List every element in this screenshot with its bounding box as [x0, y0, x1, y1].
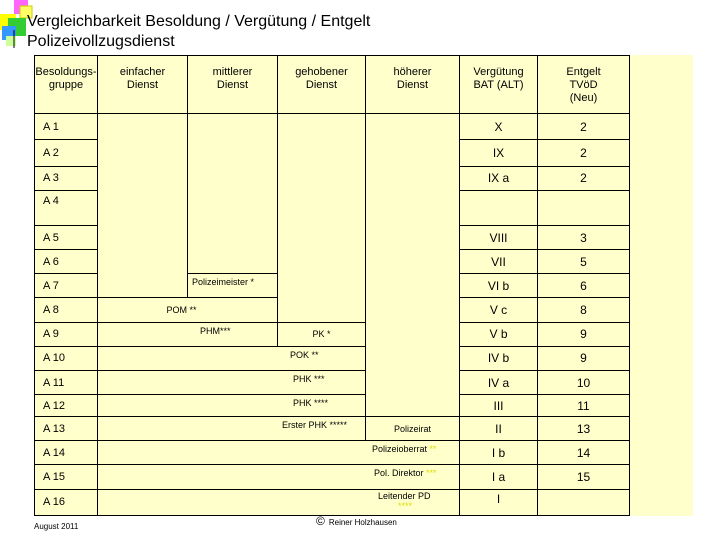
dienst-span-cell: [98, 489, 460, 515]
bat-cell: VII: [460, 250, 538, 274]
rank-pok: POK **: [290, 349, 319, 360]
table-row: [35, 114, 693, 140]
einfacher-mittlerer-gehobener-cell: [98, 346, 366, 370]
einfacher-mittlerer-dienst-cell: [98, 322, 278, 346]
grade-cell: A 5: [35, 226, 98, 250]
table-row: [35, 441, 693, 465]
rank-polizeirat: Polizeirat: [393, 423, 431, 434]
rank-polizeioberrat: Polizeioberrat **: [372, 444, 437, 455]
tvod-cell: 2: [538, 114, 630, 140]
tvod-cell: [538, 489, 630, 515]
rank-phk-4: PHK ****: [293, 398, 329, 409]
einfacher-mittlerer-dienst-cell: [98, 298, 278, 322]
grade-cell: A 6: [35, 250, 98, 274]
table-row: [35, 322, 693, 346]
tvod-cell: 3: [538, 226, 630, 250]
rank-stars: ****: [398, 500, 413, 511]
grade-cell: A 12: [35, 395, 98, 417]
tvod-cell: 10: [538, 370, 630, 394]
bat-cell: [460, 190, 538, 225]
bat-cell: III: [460, 395, 538, 417]
grade-cell: A 16: [35, 489, 98, 515]
grade-cell: A 10: [35, 346, 98, 370]
mittlerer-dienst-cell: [188, 274, 278, 298]
tvod-cell: [538, 190, 630, 225]
header-gehobener-dienst: gehobener Dienst: [278, 56, 366, 114]
einfacher-mittlerer-gehobener-cell: [98, 370, 366, 394]
header-verguetung-bat: Vergütung BAT (ALT): [460, 56, 538, 114]
table-row: [35, 489, 693, 515]
header-mittlerer-dienst: mittlerer Dienst: [188, 56, 278, 114]
tvod-cell: 9: [538, 322, 630, 346]
dienst-span-cell: [98, 441, 460, 465]
rank-phk: PHK ***: [293, 373, 325, 384]
tvod-cell: 13: [538, 417, 630, 441]
bat-cell: IV b: [460, 346, 538, 370]
copyright-icon: ©: [316, 514, 325, 528]
table-row: [35, 417, 693, 441]
table-row: [35, 346, 693, 370]
gehobener-dienst-cell: [278, 322, 366, 346]
tvod-cell: 5: [538, 250, 630, 274]
tvod-cell: 6: [538, 274, 630, 298]
gehobener-dienst-cell: [278, 114, 366, 323]
rank-stars: **: [429, 444, 437, 455]
bat-cell: IX: [460, 140, 538, 166]
grade-cell: A 11: [35, 370, 98, 394]
rank-polizeimeister: Polizeimeister *: [192, 277, 255, 288]
tvod-cell: 14: [538, 441, 630, 465]
table-row: [35, 465, 693, 489]
einfacher-dienst-cell: [98, 114, 188, 298]
bat-cell: IV a: [460, 370, 538, 394]
title-line-2: Polizeivollzugsdienst: [27, 33, 175, 50]
header-entgelt-tvoed: Entgelt TVöD (Neu): [538, 56, 630, 114]
tvod-cell: 11: [538, 395, 630, 417]
einfacher-mittlerer-gehobener-cell: [98, 417, 366, 441]
rank-pol-direktor: Pol. Direktor ***: [374, 468, 437, 479]
bat-cell: II: [460, 417, 538, 441]
comparison-table-container: [34, 55, 692, 516]
rank-erster-phk: Erster PHK *****: [282, 420, 348, 431]
header-besoldungsgruppe: Besoldungs- gruppe: [35, 56, 98, 114]
bat-cell: I: [460, 489, 538, 515]
grade-cell: A 3: [35, 166, 98, 190]
tvod-cell: 9: [538, 346, 630, 370]
grade-cell: A 4: [35, 190, 98, 225]
footer-author: Reiner Holzhausen: [328, 518, 397, 527]
rank-phm: PHM***: [200, 325, 231, 336]
footer-copyright: [316, 514, 397, 528]
grade-cell: A 7: [35, 274, 98, 298]
title-line-1: Vergleichbarkeit Besoldung / Vergütung / Entgelt: [27, 13, 371, 30]
grade-cell: A 1: [35, 114, 98, 140]
page-title: [27, 12, 370, 52]
grade-cell: A 15: [35, 465, 98, 489]
bat-cell: I a: [460, 465, 538, 489]
footer-date: August 2011: [34, 522, 79, 531]
bat-cell: I b: [460, 441, 538, 465]
tvod-cell: 2: [538, 166, 630, 190]
rank-stars: ***: [426, 468, 437, 479]
table-row: [35, 370, 693, 394]
bat-cell: X: [460, 114, 538, 140]
hoeherer-dienst-cell: [366, 114, 460, 417]
grade-cell: A 14: [35, 441, 98, 465]
hoeherer-dienst-cell: [366, 417, 460, 441]
tvod-cell: 2: [538, 140, 630, 166]
grade-cell: A 8: [35, 298, 98, 322]
einfacher-mittlerer-gehobener-cell: [98, 395, 366, 417]
bat-cell: VI b: [460, 274, 538, 298]
bat-cell: VIII: [460, 226, 538, 250]
rank-pk: PK *: [312, 329, 331, 340]
grade-cell: A 9: [35, 322, 98, 346]
grade-cell: A 2: [35, 140, 98, 166]
tvod-cell: 8: [538, 298, 630, 322]
dienst-span-cell: [98, 465, 460, 489]
header-einfacher-dienst: einfacher Dienst: [98, 56, 188, 114]
comparison-table: [34, 55, 693, 516]
bat-cell: V c: [460, 298, 538, 322]
grade-cell: A 13: [35, 417, 98, 441]
table-row: [35, 395, 693, 417]
rank-pom: POM **: [166, 305, 197, 316]
mittlerer-dienst-cell: [188, 114, 278, 274]
bat-cell: V b: [460, 322, 538, 346]
header-hoeherer-dienst: höherer Dienst: [366, 56, 460, 114]
bat-cell: IX a: [460, 166, 538, 190]
tvod-cell: 15: [538, 465, 630, 489]
header-row: [35, 56, 693, 114]
rank-leitender-pd: Leitender PD ****: [378, 490, 431, 511]
